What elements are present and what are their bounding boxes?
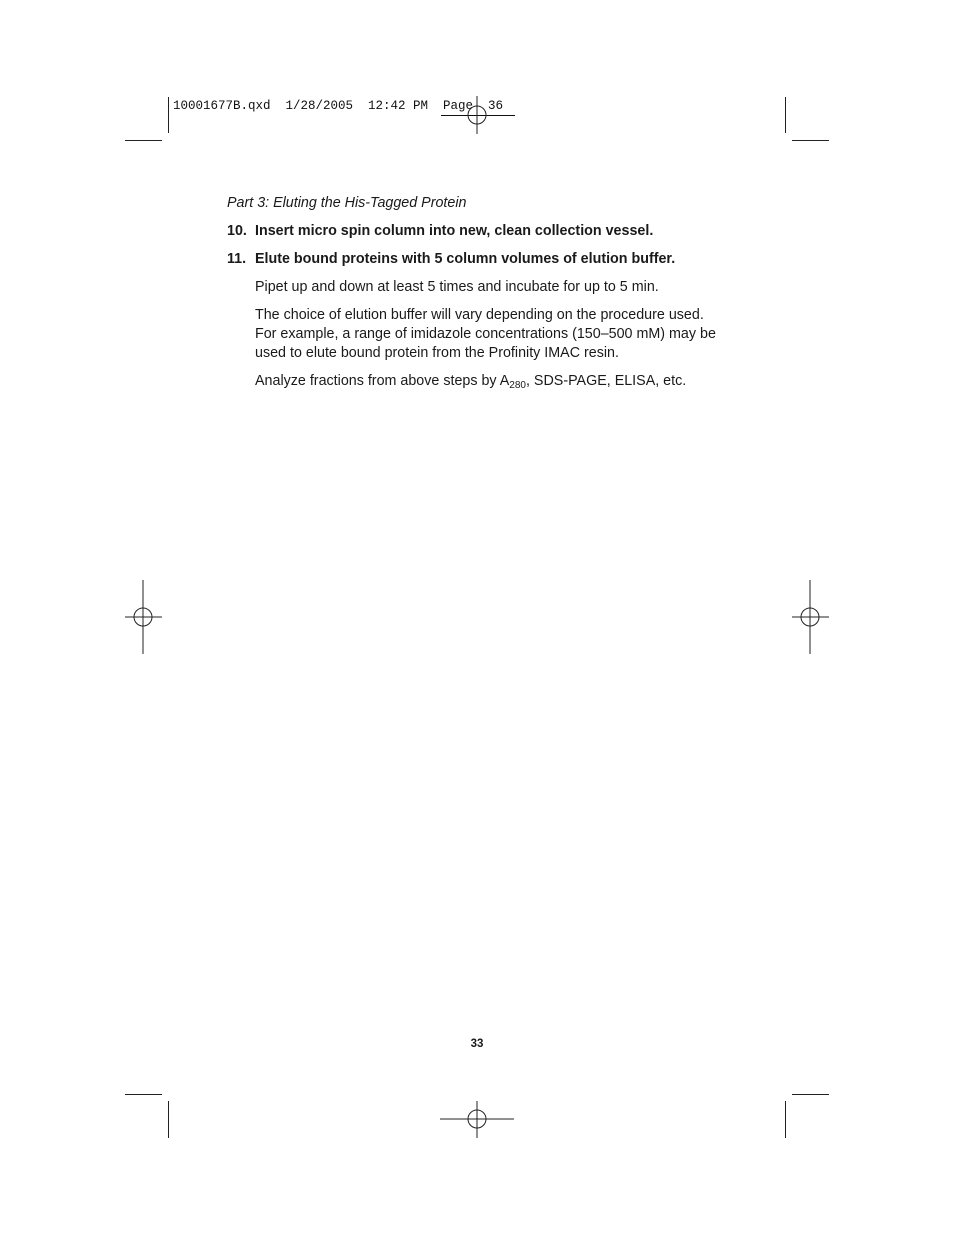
analyze-text: Analyze fractions from above steps by A xyxy=(255,373,510,389)
paragraph-elution-buffer: The choice of elution buffer will vary depending on the procedure used. For example, a range of imidazole concentrations (150–500 mM) may be used to elute bound protein from the Profinity IMAC resin. xyxy=(255,307,716,361)
registration-mark-top xyxy=(468,96,486,134)
analyze-text-end: , SDS-PAGE, ELISA, etc. xyxy=(525,373,687,389)
step-text: Insert micro spin column into new, clean collection vessel. xyxy=(255,223,654,239)
registration-mark-bottom xyxy=(440,1101,514,1138)
step-10 xyxy=(227,222,727,241)
paragraph-pipet: Pipet up and down at least 5 times and incubate for up to 5 min. xyxy=(255,279,659,295)
main-content xyxy=(227,194,727,400)
step-number: 11. xyxy=(227,251,247,267)
paragraph-analyze xyxy=(255,372,727,391)
print-slug: 10001677B.qxd 1/28/2005 12:42 PM Page 36 xyxy=(173,99,504,113)
registration-mark-left xyxy=(125,580,162,654)
subscript-280: 280 xyxy=(509,380,526,391)
step-text: Elute bound proteins with 5 column volumes of elution buffer. xyxy=(255,251,676,267)
page-number: 33 xyxy=(470,1038,484,1050)
step-11 xyxy=(227,250,727,269)
section-title: Part 3: Eluting the His-Tagged Protein xyxy=(227,195,467,211)
step-number: 10. xyxy=(227,223,247,239)
registration-mark-right xyxy=(792,580,829,654)
